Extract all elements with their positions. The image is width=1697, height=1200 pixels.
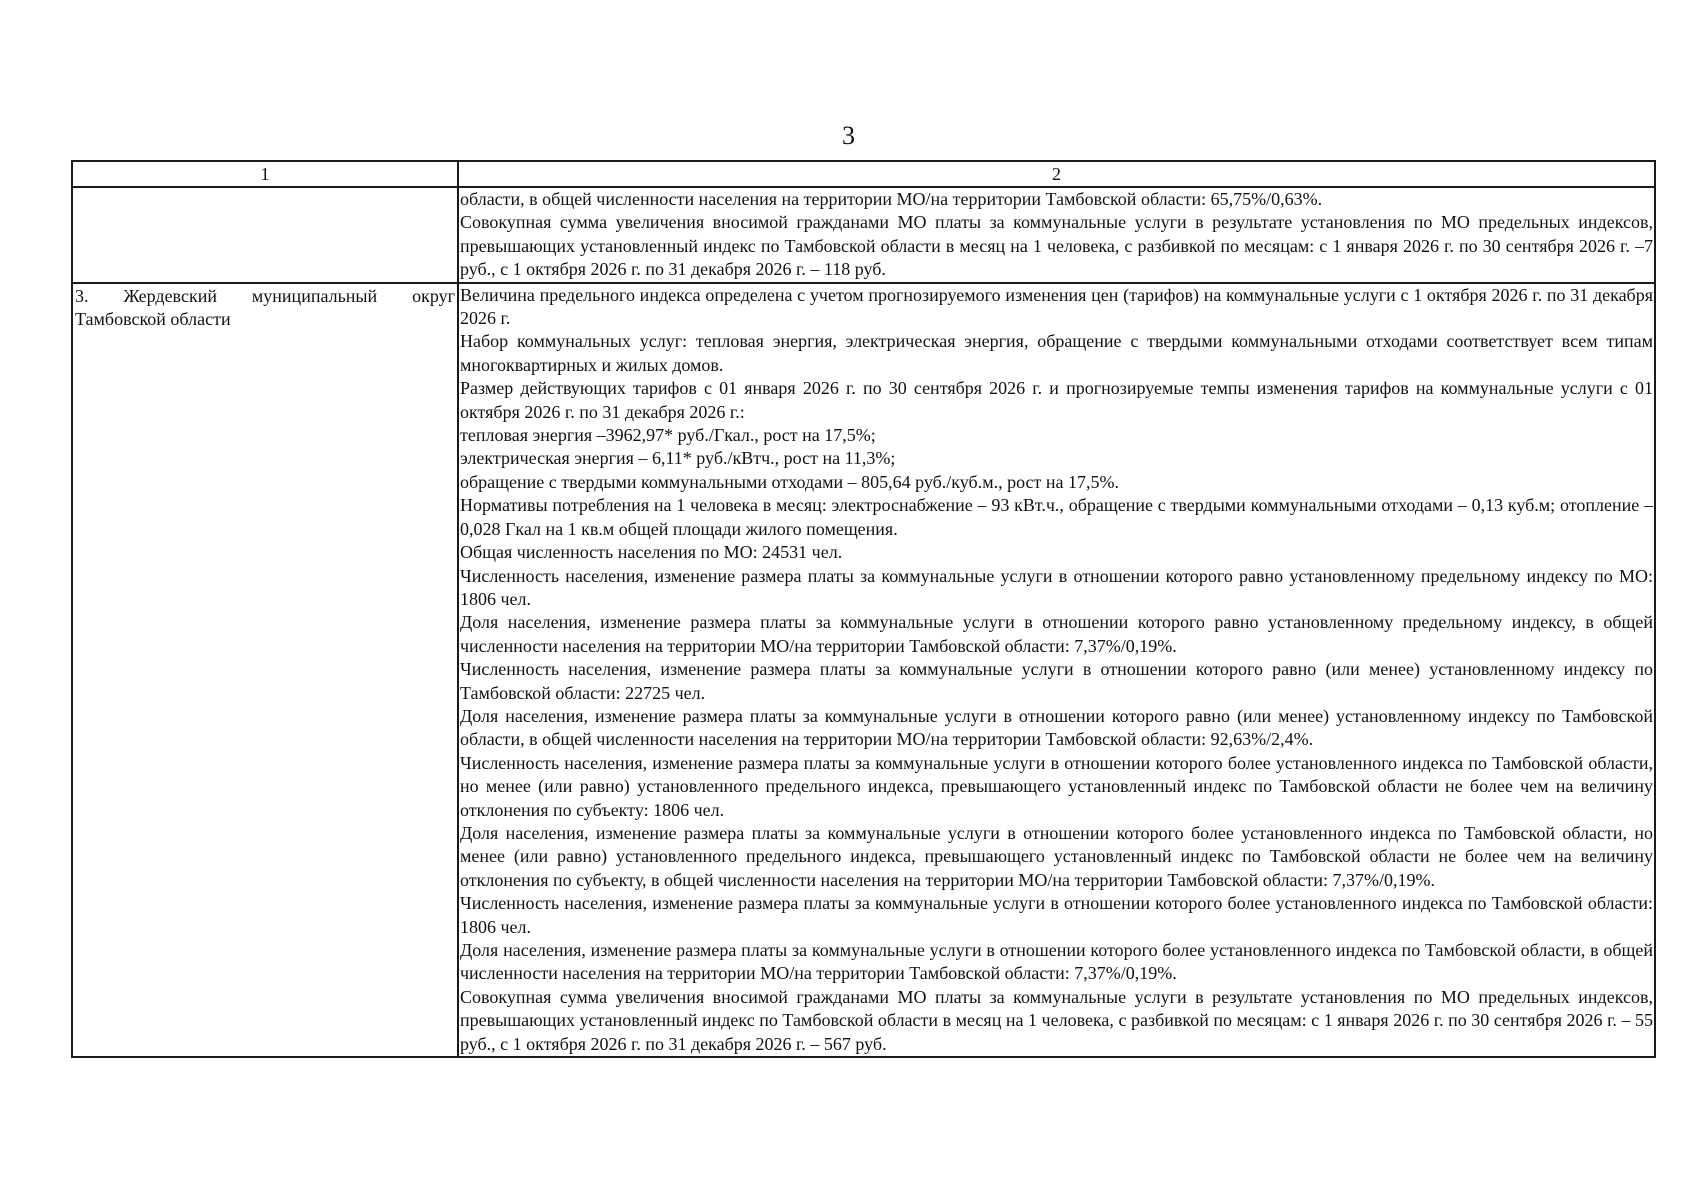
paragraph: Набор коммунальных услуг: тепловая энергия, электрическая энергия, обращение с твердыми коммунальными отходами соответствует всем типам многоквартирных и жилых домов. bbox=[460, 331, 1653, 375]
table-header-row bbox=[72, 161, 1655, 187]
page-number: 3 bbox=[842, 121, 855, 150]
paragraph: обращение с твердыми коммунальными отходами – 805,64 руб./куб.м., рост на 17,5%. bbox=[460, 471, 1120, 492]
paragraph: Нормативы потребления на 1 человека в месяц: электроснабжение – 93 кВт.ч., обращение с твердыми коммунальными отходами – 0,13 куб.м; отопление – 0,028 Гкал на 1 кв.м общей площади жилого помещения. bbox=[460, 495, 1653, 539]
row-content-cell bbox=[458, 283, 1655, 1057]
paragraph: Численность населения, изменение размера платы за коммунальные услуги в отношении которого более установленного индекса по Тамбовской области, но менее (или равно) установленного предельного индекса, превышающего установленный индекс по Тамбовской области не более чем на величину отклонения по субъекту: 1806 чел. bbox=[460, 752, 1653, 820]
paragraph: Совокупная сумма увеличения вносимой гражданами МО платы за коммунальные услуги в результате установления по МО предельных индексов, превышающих установленный индекс по Тамбовской области в месяц на 1 человека, с разбивкой по месяцам: с 1 января 2026 г. по 30 сентября 2026 г. –7 руб., с 1 октября 2026 г. по 31 декабря 2026 г. – 118 руб. bbox=[460, 212, 1653, 280]
paragraph: Общая численность населения по МО: 24531 чел. bbox=[460, 542, 843, 563]
paragraph: Численность населения, изменение размера платы за коммунальные услуги в отношении которого более установленного индекса по Тамбовской области: 1806 чел. bbox=[460, 893, 1653, 937]
paragraph: Доля населения, изменение размера платы за коммунальные услуги в отношении которого более установленного индекса по Тамбовской области, но менее (или равно) установленного предельного индекса, превышающего установленный индекс по Тамбовской области не более чем на величину отклонения по субъекту, в общей численности населения на территории МО/на территории Тамбовской области: 7,37%/0,19%. bbox=[460, 822, 1653, 890]
paragraph: Совокупная сумма увеличения вносимой гражданами МО платы за коммунальные услуги в результате установления по МО предельных индексов, превышающих установленный индекс по Тамбовской области в месяц на 1 человека, с разбивкой по месяцам: с 1 января 2026 г. по 30 сентября 2026 г. – 55 руб., с 1 октября 2026 г. по 31 декабря 2026 г. – 567 руб. bbox=[460, 986, 1653, 1054]
data-table bbox=[71, 160, 1656, 1058]
table-row-zherdevsky bbox=[72, 283, 1655, 1057]
paragraph: Размер действующих тарифов с 01 января 2026 г. по 30 сентября 2026 г. и прогнозируемые темпы изменения тарифов на коммунальные услуги с 01 октября 2026 г. по 31 декабря 2026 г.: bbox=[460, 378, 1653, 422]
row-label-cell-empty bbox=[72, 187, 458, 283]
row-label-cell bbox=[72, 283, 458, 1057]
municipality-name: 3. Жердевский муниципальный округ Тамбовской области bbox=[75, 285, 455, 330]
paragraph: Доля населения, изменение размера платы за коммунальные услуги в отношении которого равно установленному предельному индексу, в общей численности населения на территории МО/на территории Тамбовской области: 7,37%/0,19%. bbox=[460, 612, 1653, 656]
paragraph: Численность населения, изменение размера платы за коммунальные услуги в отношении которого равно (или менее) установленному индексу по Тамбовской области: 22725 чел. bbox=[460, 659, 1653, 703]
paragraph: Величина предельного индекса определена с учетом прогнозируемого изменения цен (тарифов) на коммунальные услуги с 1 октября 2026 г. по 31 декабря 2026 г. bbox=[460, 284, 1653, 329]
paragraph: Доля населения, изменение размера платы за коммунальные услуги в отношении которого более установленного индекса по Тамбовской области, в общей численности населения на территории МО/на территории Тамбовской области: 7,37%/0,19%. bbox=[460, 940, 1653, 984]
paragraph: электрическая энергия – 6,11* руб./кВтч., рост на 11,3%; bbox=[460, 448, 896, 469]
paragraph: тепловая энергия –3962,97* руб./Гкал., рост на 17,5%; bbox=[460, 425, 876, 446]
paragraph: области, в общей численности населения на территории МО/на территории Тамбовской области: 65,75%/0,63%. bbox=[460, 189, 1323, 209]
table-row-continuation bbox=[72, 187, 1655, 283]
column-header-2: 2 bbox=[458, 161, 1655, 187]
column-header-1: 1 bbox=[72, 161, 458, 187]
paragraph: Доля населения, изменение размера платы за коммунальные услуги в отношении которого равно (или менее) установленному индексу по Тамбовской области, в общей численности населения на территории МО/на территории Тамбовской области: 92,63%/2,4%. bbox=[460, 705, 1653, 750]
row-content-cell bbox=[458, 187, 1655, 283]
paragraph: Численность населения, изменение размера платы за коммунальные услуги в отношении которого равно установленному предельному индексу по МО: 1806 чел. bbox=[460, 565, 1653, 609]
